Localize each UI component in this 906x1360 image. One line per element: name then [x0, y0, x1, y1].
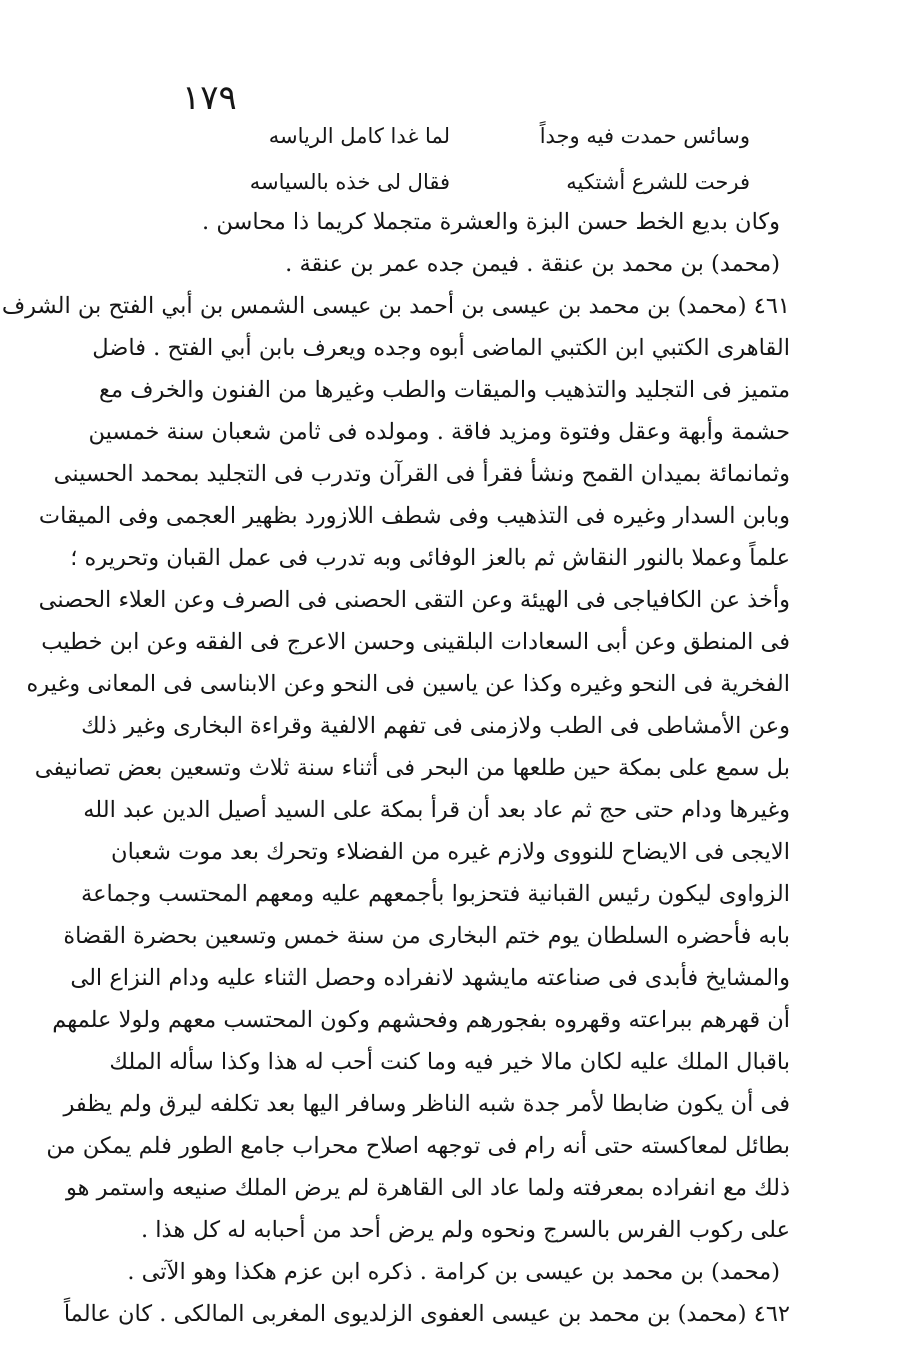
- text-line: حشمة وأبهة وعقل وفتوة ومزيد فاقة . ومولده فى ثامن شعبان سنة خمسين: [88, 419, 790, 445]
- text-line: متميز فى التجليد والتذهيب والميقات والطب وغيرها من الفنون والخرف مع: [98, 377, 790, 403]
- verse-hemistich-2: فقال لى خذه بالسياسه: [249, 170, 450, 194]
- text-line: الزواوى ليكون رئيس القبانية فتحزبوا بأجمعهم عليه ومعهم المحتسب وجماعة: [81, 881, 790, 907]
- text-line: وغيرها ودام حتى حج ثم عاد بعد أن قرأ بمكة على السيد أصيل الدين عبد الله: [83, 797, 790, 823]
- text-line: القاهرى الكتبي ابن الكتبي الماضى أبوه وجده ويعرف بابن أبي الفتح . فاضل: [92, 335, 790, 361]
- text-line: بل سمع على بمكة حين طلعها من البحر فى أثناء سنة ثلاث وتسعين بعض تصانيفى: [34, 755, 790, 781]
- text-line: ذلك مع انفراده بمعرفته ولما عاد الى القاهرة لم يرض الملك صنيعه واستمر هو: [65, 1175, 790, 1201]
- text-line: والمشايخ فأبدى فى صناعته مايشهد لانفراده وحصل الثناء عليه ودام النزاع الى: [70, 965, 790, 991]
- entry-line: ٤٦١ (محمد) بن محمد بن عيسى بن أحمد بن عيسى الشمس بن أبي الفتح بن الشرف: [1, 293, 790, 319]
- text-line: وعن الأمشاطى فى الطب ولازمنى فى تفهم الالفية وقراءة البخارى وغير ذلك: [81, 713, 790, 739]
- verse-hemistich-1: وسائس حمدت فيه وجداً: [539, 124, 750, 148]
- text-line: على ركوب الفرس بالسرج ونحوه ولم يرض أحد من أحبابه له كل هذا .: [140, 1217, 790, 1243]
- text-line: فى المنطق وعن أبى السعادات البلقينى وحسن الاعرج فى الفقه وعن ابن خطيب: [41, 629, 790, 655]
- text-line: الايجى فى الايضاح للنووى ولازم غيره من الفضلاء وتحرك بعد موت شعبان: [111, 839, 790, 865]
- text-line: الفخرية فى النحو وغيره وكذا عن ياسين فى النحو وعن الابناسى فى المعانى وغيره: [26, 671, 790, 697]
- text-line: بابه فأحضره السلطان يوم ختم البخارى من سنة خمس وتسعين بحضرة القضاة: [63, 923, 790, 949]
- verse-line: [230, 124, 750, 158]
- verse-hemistich-2: لما غدا كامل الرياسه: [268, 124, 450, 148]
- text-line: وبابن السدار وغيره فى التذهيب وفى شطف اللازورد بظهير العجمى وفى الميقات: [38, 503, 790, 529]
- verse-line: [230, 170, 750, 204]
- text-line: وثمانمائة بميدان القمح ونشأ فقرأ فى القرآن وتدرب فى التجليد بمحمد الحسينى: [53, 461, 790, 487]
- text-line: فى أن يكون ضابطا لأمر جدة شبه الناظر وسافر اليها بعد تكلفه ليرق ولم يظفر: [63, 1091, 790, 1117]
- text-line: باقبال الملك عليه لكان مالا خير فيه وما كنت أحب له هذا وكذا سأله الملك: [109, 1049, 790, 1075]
- entry-heading: (محمد) بن محمد بن عنقة . فيمن جده عمر بن عنقة .: [285, 251, 780, 277]
- text-line: وكان بديع الخط حسن البزة والعشرة متجملا كريما ذا محاسن .: [202, 209, 780, 235]
- text-line: بطائل لمعاكسته حتى أنه رام فى توجهه اصلاح محراب جامع الطور فلم يمكن من: [46, 1133, 790, 1159]
- text-line: علماً وعملا بالنور النقاش ثم بالعز الوفائى وبه تدرب فى عمل القبان وتحريره ؛: [70, 545, 790, 571]
- verse-hemistich-1: فرحت للشرع أشتكيه: [566, 170, 750, 194]
- page-number: ١٧٩: [182, 78, 237, 118]
- entry-heading: (محمد) بن محمد بن عيسى بن كرامة . ذكره ابن عزم هكذا وهو الآتى .: [127, 1259, 780, 1285]
- entry-line: ٤٦٢ (محمد) بن محمد بن عيسى العفوى الزلديوى المغربى المالكى . كان عالماً: [63, 1301, 790, 1327]
- text-line: وأخذ عن الكافياجى فى الهيئة وعن التقى الحصنى فى الصرف وعن العلاء الحصنى: [38, 587, 790, 613]
- text-line: أن قهرهم ببراعته وقهروه بفجورهم وفحشهم وكون المحتسب معهم ولولا علمهم: [52, 1007, 790, 1033]
